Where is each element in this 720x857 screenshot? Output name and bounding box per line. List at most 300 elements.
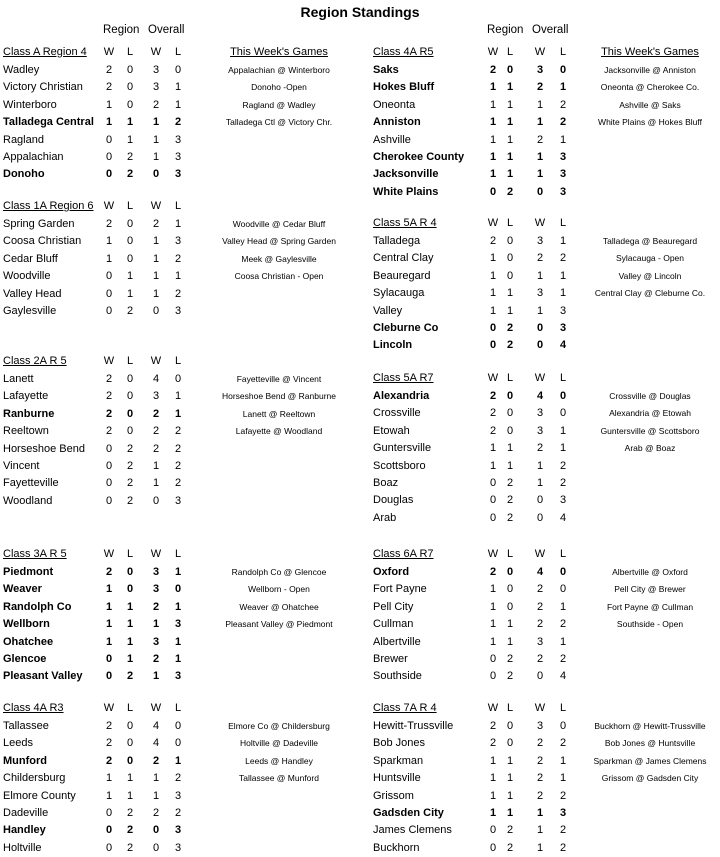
game-item: Guntersville @ Scottsboro — [600, 425, 700, 436]
standings-block — [3, 545, 200, 686]
overall-wins: 1 — [536, 476, 544, 489]
team-row — [373, 616, 580, 633]
team-name: Lafayette — [3, 390, 49, 403]
losses-header: L — [506, 372, 514, 384]
losses-header: L — [126, 355, 134, 367]
team-name: Ragland — [3, 133, 44, 146]
region-wins: 0 — [105, 304, 113, 317]
wins-header: W — [487, 372, 499, 384]
region-losses: 0 — [126, 583, 134, 596]
overall-losses: 3 — [559, 494, 567, 507]
overall-losses: 2 — [174, 477, 182, 490]
team-name: Childersburg — [3, 772, 66, 785]
game-item: Valley @ Lincoln — [618, 270, 682, 281]
wins-header: W — [487, 46, 499, 58]
region-losses: 2 — [126, 670, 134, 683]
team-row — [373, 770, 580, 787]
games-header — [200, 352, 358, 371]
region-losses: 2 — [506, 511, 514, 524]
wins-header: W — [150, 355, 162, 367]
team-name: Beauregard — [373, 269, 431, 282]
overall-losses: 2 — [174, 459, 182, 472]
overall-losses: 0 — [559, 566, 567, 578]
team-name: Wellborn — [3, 618, 50, 631]
game-item: Ashville @ Saks — [619, 99, 681, 110]
overall-wins: 2 — [536, 600, 544, 613]
overall-wins: 2 — [536, 81, 544, 94]
losses-header: L — [174, 355, 182, 367]
region-wins: 0 — [105, 652, 113, 665]
overall-losses: 2 — [559, 618, 567, 631]
team-name: Fayetteville — [3, 477, 59, 490]
team-row — [373, 805, 580, 822]
class-region-name: Class 4A R5 — [373, 46, 434, 58]
region-wins: 1 — [489, 133, 497, 146]
weekly-games-list — [200, 352, 358, 441]
standings-block — [3, 43, 200, 184]
overall-wins: 3 — [536, 407, 544, 420]
overall-wins: 1 — [152, 235, 160, 248]
team-row — [3, 458, 200, 475]
overall-wins: 3 — [152, 81, 160, 94]
team-row — [373, 97, 580, 114]
team-row — [373, 564, 580, 581]
game-item: Holtville @ Dadeville — [239, 738, 319, 749]
region-losses: 1 — [126, 789, 134, 802]
region-losses: 0 — [126, 81, 134, 94]
game-item: Southside - Open — [616, 619, 684, 630]
losses-header: L — [126, 548, 134, 560]
game-item: Grissom @ Gadsden City — [601, 773, 699, 784]
wins-header: W — [487, 702, 499, 714]
team-row — [3, 735, 200, 752]
overall-losses: 3 — [559, 185, 567, 198]
team-name: Woodland — [3, 494, 53, 507]
class-region-name: Class 5A R7 — [373, 372, 434, 384]
region-losses: 1 — [506, 150, 514, 163]
block-header — [373, 43, 580, 62]
region-losses: 0 — [126, 407, 134, 420]
region-losses: 1 — [506, 772, 514, 785]
overall-losses: 3 — [559, 806, 567, 819]
region-wins: 0 — [105, 442, 113, 455]
team-name: Arab — [373, 511, 397, 524]
team-name: Pleasant Valley — [3, 670, 83, 683]
class-region-name: Class A Region 4 — [3, 46, 87, 58]
region-wins: 1 — [105, 618, 113, 631]
overall-losses: 1 — [174, 635, 182, 648]
region-losses: 2 — [506, 476, 514, 489]
standings-block — [3, 699, 200, 857]
game-item: Central Clay @ Cleburne Co. — [594, 288, 706, 299]
losses-header: L — [174, 200, 182, 212]
overall-wins: 3 — [152, 583, 160, 596]
overall-wins: 0 — [152, 824, 160, 837]
overall-wins: 1 — [536, 269, 544, 282]
region-wins: 0 — [489, 670, 497, 683]
overall-wins: 1 — [152, 477, 160, 490]
overall-losses: 1 — [559, 754, 567, 767]
overall-losses: 0 — [174, 737, 182, 750]
overall-wins: 4 — [152, 373, 160, 385]
game-item: Randolph Co @ Glencoe — [231, 567, 327, 577]
team-row — [373, 634, 580, 651]
losses-header: L — [559, 46, 567, 58]
overall-losses: 3 — [174, 168, 182, 181]
region-losses: 2 — [126, 806, 134, 819]
region-wins: 2 — [105, 81, 113, 94]
team-row — [3, 805, 200, 822]
team-name: Horseshoe Bend — [3, 442, 85, 455]
game-item: Donoho -Open — [251, 82, 307, 93]
overall-losses: 3 — [174, 670, 182, 683]
region-wins: 0 — [105, 824, 113, 837]
overall-wins: 1 — [536, 841, 544, 854]
team-row — [3, 599, 200, 616]
region-losses: 2 — [126, 168, 134, 181]
overall-wins: 4 — [152, 720, 160, 732]
overall-losses: 3 — [174, 618, 182, 631]
team-name: Ohatchee — [3, 635, 54, 648]
class-region-name: Class 7A R 4 — [373, 702, 437, 714]
overall-losses: 4 — [559, 339, 567, 352]
overall-losses: 2 — [174, 252, 182, 265]
region-wins: 2 — [489, 407, 497, 420]
region-wins: 1 — [489, 98, 497, 111]
overall-losses: 1 — [174, 270, 182, 283]
team-row — [3, 97, 200, 114]
overall-losses: 2 — [559, 476, 567, 489]
team-name: Scottsboro — [373, 459, 426, 472]
losses-header: L — [126, 702, 134, 714]
team-name: Weaver — [3, 583, 42, 596]
overall-losses: 0 — [174, 583, 182, 596]
overall-losses: 1 — [174, 390, 182, 403]
block-header — [373, 369, 580, 388]
region-wins: 1 — [489, 287, 497, 300]
team-row — [3, 423, 200, 440]
region-wins: 1 — [105, 252, 113, 265]
team-name: Cedar Bluff — [3, 252, 58, 265]
team-row — [373, 268, 580, 285]
region-wins: 2 — [105, 720, 113, 732]
team-name: Leeds — [3, 737, 33, 750]
team-name: Tallassee — [3, 720, 49, 732]
game-item: Lanett @ Reeltown — [242, 408, 316, 419]
weekly-games-list — [200, 197, 358, 286]
game-item: Leeds @ Handley — [245, 755, 313, 766]
team-name: Hokes Bluff — [373, 81, 435, 94]
overall-wins: 0 — [536, 339, 544, 352]
wins-header: W — [150, 46, 162, 58]
overall-losses: 0 — [559, 720, 567, 732]
region-wins: 0 — [489, 511, 497, 524]
team-name: Elmore County — [3, 789, 76, 802]
team-name: Spring Garden — [3, 218, 75, 230]
game-item: Crossville @ Douglas — [609, 391, 691, 401]
team-name: Vincent — [3, 459, 40, 472]
weekly-games-list — [580, 545, 720, 634]
region-wins: 2 — [489, 566, 497, 578]
wins-header: W — [150, 702, 162, 714]
overall-losses: 1 — [174, 600, 182, 613]
overall-wins: 2 — [152, 806, 160, 819]
region-losses: 2 — [506, 185, 514, 198]
team-name: Etowah — [373, 424, 410, 437]
region-wins: 2 — [489, 737, 497, 750]
region-losses: 1 — [506, 459, 514, 472]
region-losses: 0 — [126, 425, 134, 438]
region-losses: 0 — [506, 235, 514, 247]
region-wins: 1 — [105, 789, 113, 802]
team-name: Central Clay — [373, 252, 434, 265]
region-wins: 1 — [489, 772, 497, 785]
region-wins: 2 — [489, 390, 497, 402]
game-item: Fort Payne @ Cullman — [606, 601, 694, 612]
team-name: Sparkman — [373, 754, 424, 767]
team-name: Donoho — [3, 168, 45, 181]
losses-header: L — [174, 46, 182, 58]
region-wins: 1 — [489, 754, 497, 767]
overall-wins: 0 — [536, 494, 544, 507]
region-losses: 1 — [506, 304, 514, 317]
losses-header: L — [174, 702, 182, 714]
games-header — [200, 197, 358, 216]
overall-losses: 1 — [559, 600, 567, 613]
team-name: Randolph Co — [3, 600, 72, 613]
class-region-name: Class 2A R 5 — [3, 355, 67, 367]
region-wins: 2 — [105, 390, 113, 403]
team-name: Cullman — [373, 618, 414, 631]
weekly-games-list — [200, 699, 358, 788]
region-wins: 1 — [489, 806, 497, 819]
overall-wins: 4 — [536, 390, 544, 402]
team-row — [373, 458, 580, 475]
game-item: Lafayette @ Woodland — [235, 426, 323, 437]
losses-header: L — [126, 200, 134, 212]
region-wins: 0 — [105, 477, 113, 490]
team-name: White Plains — [373, 185, 439, 198]
region-losses: 2 — [126, 494, 134, 507]
team-row — [3, 475, 200, 492]
region-losses: 0 — [126, 754, 134, 767]
overall-wins: 2 — [152, 442, 160, 455]
region-wins: 0 — [105, 494, 113, 507]
team-row — [373, 320, 580, 337]
team-row — [3, 441, 200, 458]
overall-wins: 1 — [536, 824, 544, 837]
class-region-name: Class 3A R 5 — [3, 548, 67, 560]
team-row — [3, 303, 200, 320]
team-row — [3, 149, 200, 166]
overall-header-left: Overall — [148, 24, 185, 36]
block-header — [3, 699, 200, 718]
region-losses: 1 — [506, 806, 514, 819]
team-name: Talladega Central — [3, 116, 94, 129]
overall-wins: 3 — [152, 635, 160, 648]
team-row — [3, 79, 200, 96]
team-row — [3, 651, 200, 668]
weekly-games-list — [580, 699, 720, 788]
overall-losses: 1 — [559, 424, 567, 437]
overall-wins: 2 — [536, 252, 544, 265]
overall-wins: 1 — [536, 98, 544, 111]
block-header — [373, 214, 580, 233]
region-losses: 2 — [126, 477, 134, 490]
overall-losses: 3 — [559, 304, 567, 317]
losses-header: L — [506, 46, 514, 58]
team-row — [373, 475, 580, 492]
overall-losses: 2 — [559, 652, 567, 665]
team-row — [373, 840, 580, 857]
team-row — [3, 493, 200, 510]
team-row — [373, 388, 580, 405]
overall-losses: 2 — [559, 116, 567, 129]
overall-wins: 2 — [536, 772, 544, 785]
region-wins: 1 — [105, 116, 113, 129]
overall-wins: 3 — [536, 424, 544, 437]
wins-header: W — [103, 46, 115, 58]
team-row — [373, 114, 580, 131]
region-wins: 0 — [105, 168, 113, 181]
region-losses: 0 — [506, 600, 514, 613]
games-header — [580, 545, 720, 564]
region-losses: 1 — [506, 635, 514, 648]
overall-losses: 1 — [559, 235, 567, 247]
weekly-games-list — [580, 214, 720, 303]
team-row — [3, 822, 200, 839]
overall-losses: 3 — [174, 789, 182, 802]
team-row — [373, 718, 580, 735]
game-item: Alexandria @ Etowah — [609, 408, 691, 419]
overall-losses: 0 — [174, 64, 182, 76]
overall-losses: 1 — [559, 269, 567, 282]
region-wins: 1 — [105, 235, 113, 248]
region-wins: 0 — [489, 841, 497, 854]
region-losses: 0 — [506, 269, 514, 282]
overall-losses: 2 — [559, 789, 567, 802]
team-name: Brewer — [373, 652, 408, 665]
game-item: Appalachian @ Winterboro — [228, 65, 330, 75]
region-losses: 1 — [126, 600, 134, 613]
team-row — [3, 62, 200, 79]
overall-losses: 1 — [559, 635, 567, 648]
overall-wins: 1 — [536, 806, 544, 819]
overall-losses: 1 — [174, 81, 182, 94]
overall-wins: 1 — [152, 459, 160, 472]
team-row — [373, 581, 580, 598]
overall-wins: 2 — [536, 789, 544, 802]
overall-losses: 2 — [559, 737, 567, 750]
team-name: Woodville — [3, 270, 51, 283]
region-wins: 0 — [105, 670, 113, 683]
wins-header: W — [534, 217, 546, 229]
region-losses: 0 — [126, 566, 134, 578]
overall-wins: 0 — [152, 304, 160, 317]
team-name: Boaz — [373, 476, 399, 489]
standings-block — [373, 43, 580, 201]
wins-header: W — [534, 46, 546, 58]
region-header-right: Region — [487, 24, 524, 36]
game-item: Talladega @ Beauregard — [602, 236, 698, 246]
team-name: Talladega — [373, 235, 421, 247]
region-wins: 0 — [489, 321, 497, 334]
game-item: Bob Jones @ Huntsville — [604, 738, 696, 749]
overall-losses: 3 — [174, 235, 182, 248]
overall-wins: 1 — [152, 252, 160, 265]
overall-wins: 2 — [536, 442, 544, 455]
overall-losses: 1 — [559, 133, 567, 146]
class-region-name: Class 6A R7 — [373, 548, 434, 560]
overall-wins: 2 — [152, 407, 160, 420]
game-item: Talladega Ctl @ Victory Chr. — [225, 117, 333, 128]
overall-losses: 3 — [174, 841, 182, 854]
overall-wins: 3 — [152, 390, 160, 403]
region-losses: 2 — [506, 339, 514, 352]
overall-wins: 2 — [536, 618, 544, 631]
region-wins: 2 — [105, 407, 113, 420]
region-losses: 0 — [506, 737, 514, 750]
team-row — [3, 616, 200, 633]
region-wins: 2 — [105, 737, 113, 750]
region-wins: 0 — [105, 270, 113, 283]
team-name: Lincoln — [373, 339, 413, 352]
block-header — [373, 699, 580, 718]
overall-header-right: Overall — [532, 24, 569, 36]
team-name: Crossville — [373, 407, 421, 420]
region-wins: 1 — [489, 81, 497, 94]
region-losses: 1 — [126, 635, 134, 648]
standings-block — [373, 214, 580, 355]
region-losses: 0 — [126, 737, 134, 750]
wins-header: W — [534, 372, 546, 384]
overall-wins: 2 — [536, 652, 544, 665]
overall-losses: 3 — [559, 168, 567, 181]
region-losses: 1 — [126, 772, 134, 785]
overall-losses: 3 — [174, 133, 182, 146]
overall-wins: 2 — [536, 133, 544, 146]
region-wins: 2 — [105, 64, 113, 76]
losses-header: L — [559, 548, 567, 560]
block-header — [373, 545, 580, 564]
region-wins: 2 — [489, 720, 497, 732]
team-row — [3, 388, 200, 405]
overall-losses: 3 — [174, 304, 182, 317]
team-row — [3, 251, 200, 268]
overall-wins: 3 — [536, 720, 544, 732]
team-row — [373, 440, 580, 457]
region-wins: 2 — [489, 235, 497, 247]
team-row — [3, 840, 200, 857]
region-losses: 0 — [126, 720, 134, 732]
region-wins: 1 — [105, 583, 113, 596]
team-row — [3, 233, 200, 250]
team-row — [373, 599, 580, 616]
overall-wins: 2 — [152, 652, 160, 665]
team-name: Munford — [3, 754, 47, 767]
team-name: Huntsville — [373, 772, 421, 785]
overall-wins: 0 — [152, 168, 160, 181]
region-wins: 2 — [105, 566, 113, 578]
game-item: Sylacauga - Open — [615, 253, 685, 264]
wins-header: W — [150, 200, 162, 212]
team-row — [373, 735, 580, 752]
region-losses: 1 — [506, 81, 514, 94]
overall-wins: 3 — [536, 64, 544, 76]
team-name: Cleburne Co — [373, 321, 439, 334]
team-row — [373, 405, 580, 422]
overall-wins: 3 — [152, 566, 160, 578]
